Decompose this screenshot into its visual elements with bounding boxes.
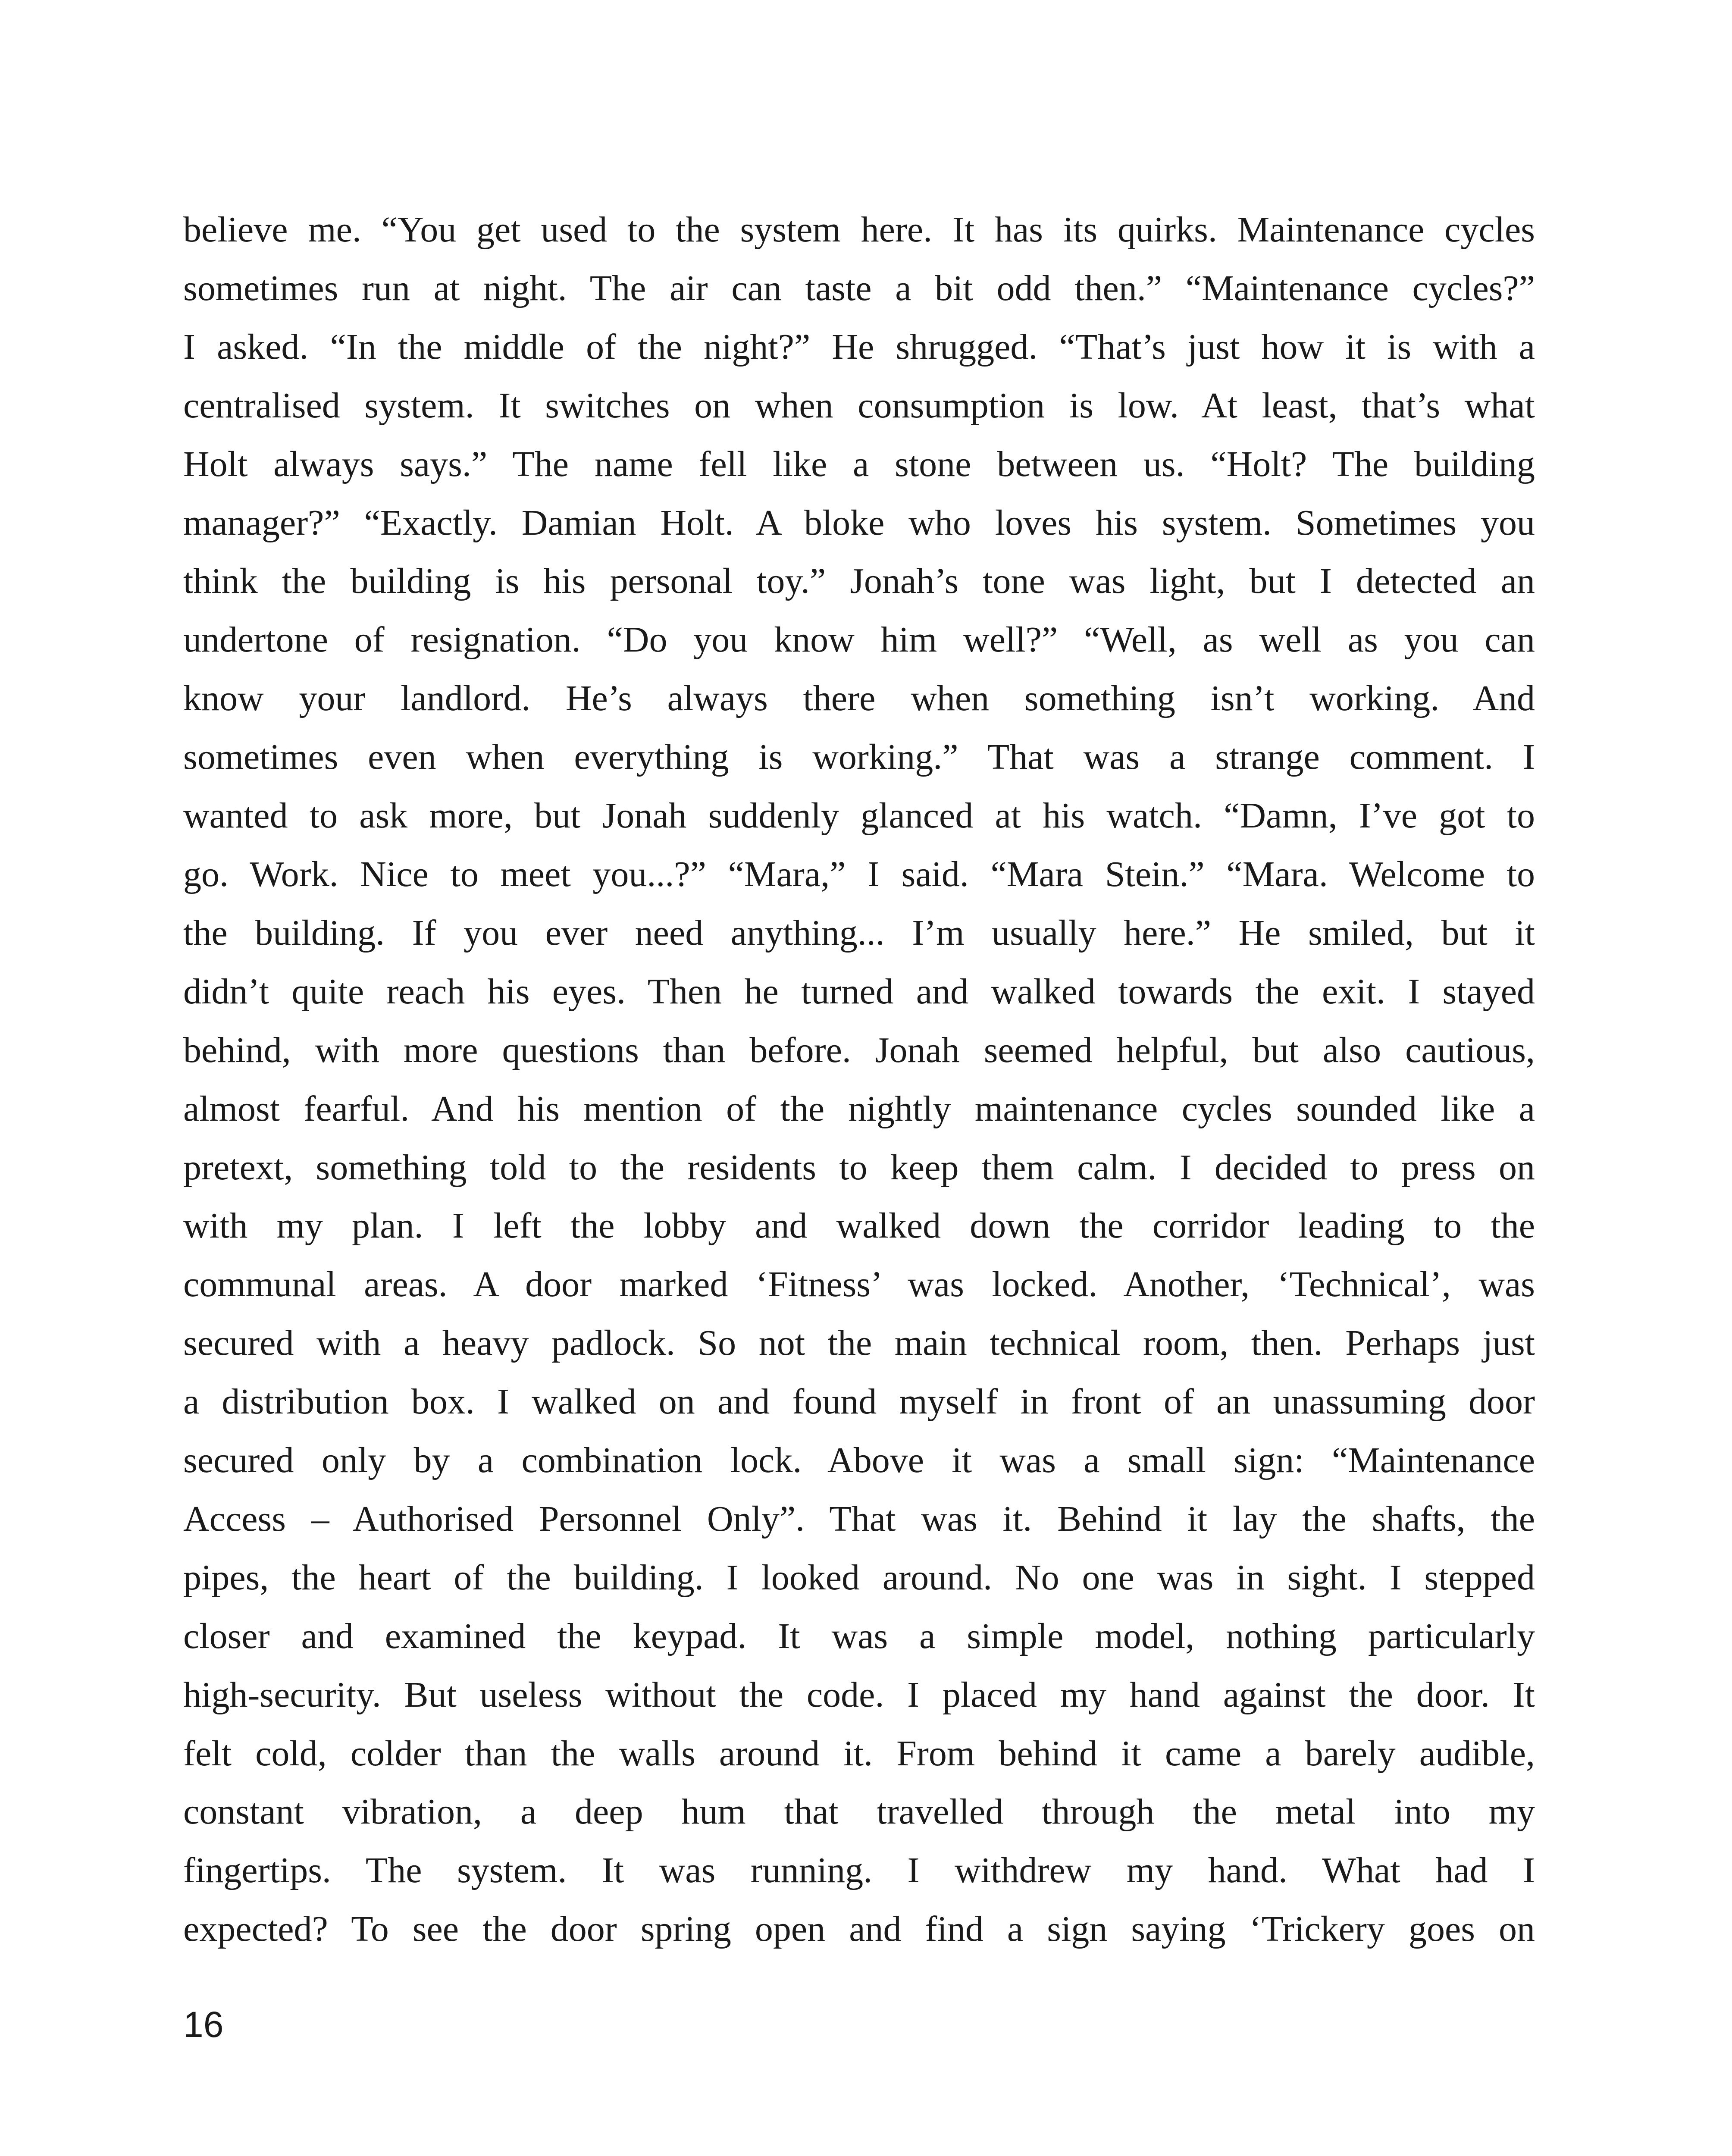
text-line: secured with a heavy padlock. So not the main technical room, then. Perhaps just	[183, 1323, 1535, 1363]
text-line: Access – Authorised Personnel Only”. That was it. Behind it lay the shafts, the	[183, 1498, 1535, 1539]
text-line: go. Work. Nice to meet you...?” “Mara,” I said. “Mara Stein.” “Mara. Welcome to	[183, 854, 1535, 894]
text-line: felt cold, colder than the walls around it. From behind it came a barely audible,	[183, 1733, 1535, 1774]
body-text	[183, 201, 1535, 1959]
text-line: manager?” “Exactly. Damian Holt. A bloke who loves his system. Sometimes you	[183, 502, 1535, 543]
text-line: centralised system. It switches on when consumption is low. At least, that’s what	[183, 385, 1535, 426]
text-line: wanted to ask more, but Jonah suddenly glanced at his watch. “Damn, I’ve got to	[183, 796, 1535, 836]
text-line: high-security. But useless without the code. I placed my hand against the door. It	[183, 1674, 1535, 1715]
text-line: a distribution box. I walked on and found myself in front of an unassuming door	[183, 1382, 1535, 1422]
text-line: I asked. “In the middle of the night?” He shrugged. “That’s just how it is with a	[183, 326, 1535, 367]
text-line: undertone of resignation. “Do you know him well?” “Well, as well as you can	[183, 620, 1535, 660]
text-line: pretext, something told to the residents to keep them calm. I decided to press on	[183, 1147, 1535, 1188]
text-line: behind, with more questions than before. Jonah seemed helpful, but also cautious,	[183, 1030, 1535, 1070]
text-line: almost fearful. And his mention of the nightly maintenance cycles sounded like a	[183, 1088, 1535, 1129]
text-line: know your landlord. He’s always there when something isn’t working. And	[183, 678, 1535, 719]
text-line: think the building is his personal toy.” Jonah’s tone was light, but I detected an	[183, 561, 1535, 602]
text-line: secured only by a combination lock. Above it was a small sign: “Maintenance	[183, 1440, 1535, 1481]
text-line: sometimes run at night. The air can taste a bit odd then.” “Maintenance cycles?”	[183, 268, 1535, 308]
text-line: the building. If you ever need anything... I’m usually here.” He smiled, but it	[183, 912, 1535, 953]
text-line: Holt always says.” The name fell like a stone between us. “Holt? The building	[183, 444, 1535, 484]
text-line: pipes, the heart of the building. I looked around. No one was in sight. I stepped	[183, 1557, 1535, 1598]
text-line: closer and examined the keypad. It was a simple model, nothing particularly	[183, 1616, 1535, 1656]
text-line: sometimes even when everything is working.” That was a strange comment. I	[183, 737, 1535, 777]
text-line: with my plan. I left the lobby and walked down the corridor leading to the	[183, 1206, 1535, 1246]
text-line: expected? To see the door spring open and find a sign saying ‘Trickery goes on	[183, 1909, 1535, 1949]
page-number: 16	[183, 2004, 224, 2045]
text-line: communal areas. A door marked ‘Fitness’ was locked. Another, ‘Technical’, was	[183, 1264, 1535, 1305]
text-line: fingertips. The system. It was running. I withdrew my hand. What had I	[183, 1850, 1535, 1891]
text-line: constant vibration, a deep hum that travelled through the metal into my	[183, 1792, 1535, 1832]
text-line: didn’t quite reach his eyes. Then he turned and walked towards the exit. I stayed	[183, 971, 1535, 1012]
text-line: believe me. “You get used to the system here. It has its quirks. Maintenance cycles	[183, 210, 1535, 250]
